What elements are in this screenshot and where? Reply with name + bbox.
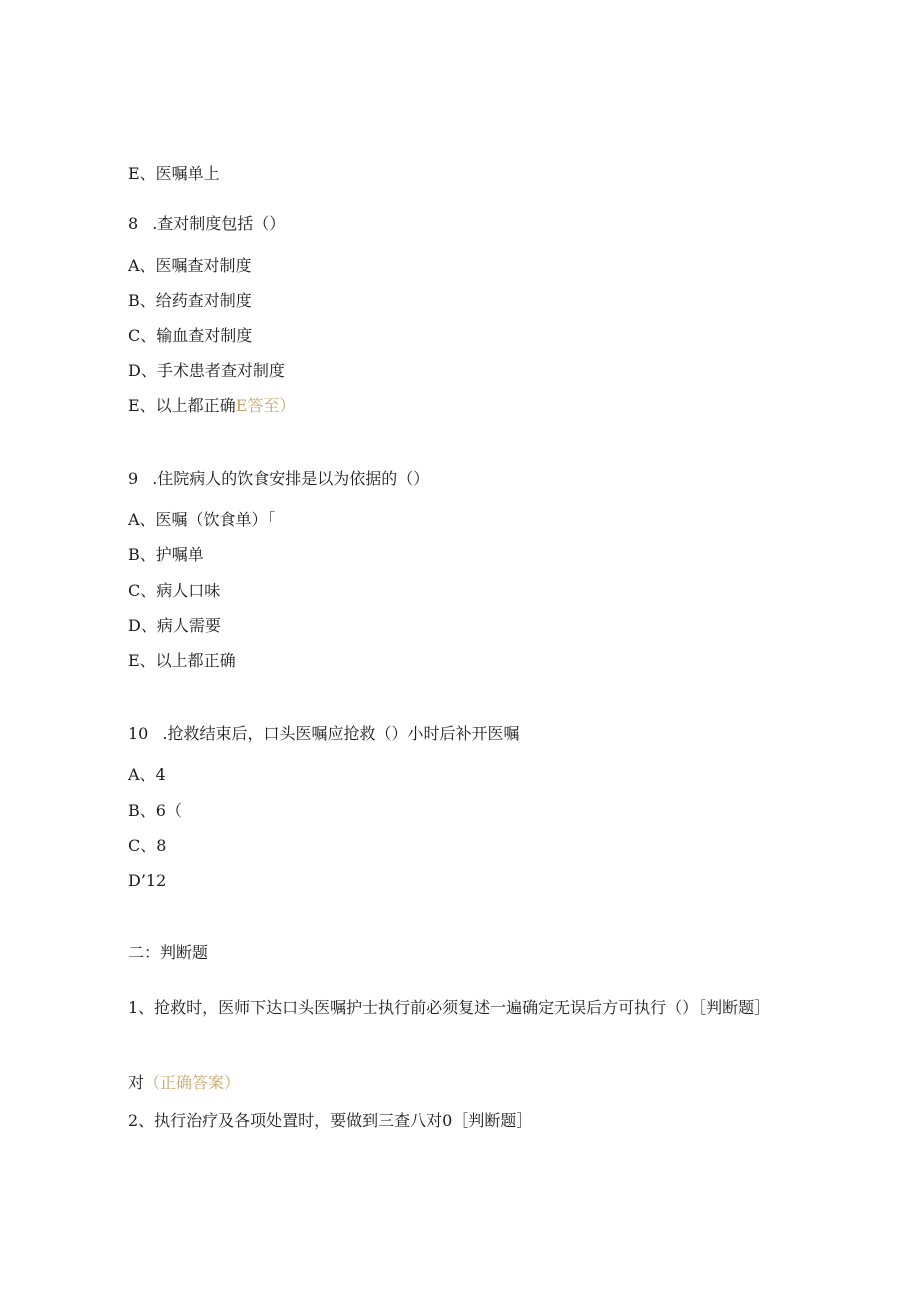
question-text: .查对制度包括（） [152,214,286,233]
question-10 [128,724,519,744]
q9-option-e: E、以上都正确 [128,651,236,670]
q8-option-c: C、输血查对制度 [128,326,253,345]
judge-question-2: 2、执行治疗及各项处置时，要做到三查八对0［判断题］ [128,1111,533,1130]
option-text: E、以上都正确 [128,396,236,415]
question-number: 9 [128,469,139,488]
judge-answer-1 [128,1073,240,1093]
q9-option-a: A、医嘱（饮食单）「 [128,510,276,529]
option-e-prev: E、医嘱单上 [128,164,220,183]
q9-option-c: C、病人口味 [128,581,221,600]
q8-option-b: B、给药查对制度 [128,291,252,310]
q8-option-e [128,396,295,416]
q9-option-d: D、病人需要 [128,616,221,635]
q8-option-a: A、医嘱查对制度 [128,256,252,275]
question-8 [128,214,285,234]
judge-question-1: 1、抢救时，医师下达口头医嘱护士执行前必须复述一遍确定无误后方可执行（）［判断题］ [128,998,771,1017]
q8-option-d: D、手术患者查对制度 [128,361,285,380]
q10-option-b: B、6（ [128,801,182,820]
question-number: 10 [128,724,149,743]
question-text: .抢救结束后，口头医嘱应抢救（）小时后补开医嘱 [162,724,520,743]
question-text: .住院病人的饮食安排是以为依据的（） [152,469,430,488]
answer-marker: （正确答案） [144,1073,241,1092]
answer-marker: E答至） [235,396,296,415]
q10-option-d: D’12 [128,871,167,890]
question-9 [128,469,429,489]
q9-option-b: B、护嘱单 [128,545,204,564]
section-heading: 二：判断题 [128,943,209,962]
q10-option-c: C、8 [128,836,167,855]
answer-text: 对 [128,1073,145,1092]
q10-option-a: A、4 [128,765,166,784]
question-number: 8 [128,214,139,233]
